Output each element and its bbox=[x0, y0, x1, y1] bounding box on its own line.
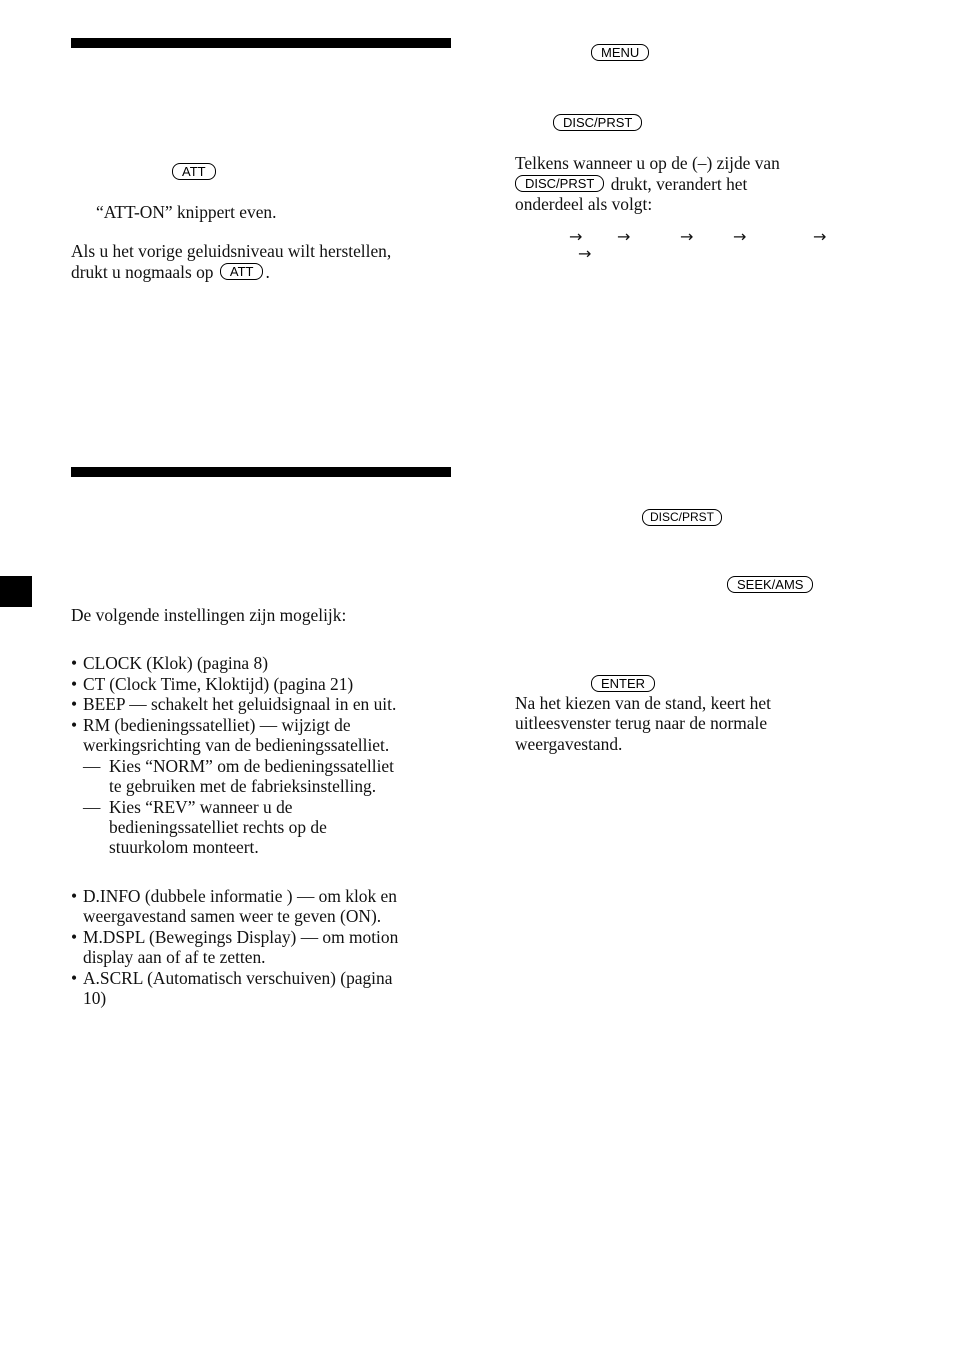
sequence-arrow-icon: → bbox=[569, 227, 583, 246]
telkens-line-2-text: drukt, verandert het bbox=[610, 174, 748, 194]
restore-line-2-suffix: . bbox=[265, 262, 270, 282]
telkens-line-2 bbox=[515, 174, 747, 195]
att-on-text: “ATT-ON” knippert even. bbox=[96, 202, 277, 222]
sequence-arrow-icon: → bbox=[578, 244, 592, 263]
page-tab-marker bbox=[0, 576, 32, 607]
sub-item-rev-line-3: stuurkolom monteert. bbox=[109, 837, 259, 857]
bullet-marker: • bbox=[71, 968, 78, 988]
att-button: ATT bbox=[172, 163, 216, 180]
section-rule-middle bbox=[71, 467, 451, 477]
bullet-mdspl-line-2: display aan of af te zetten. bbox=[83, 947, 266, 967]
enter-button: ENTER bbox=[591, 675, 655, 692]
bullet-dinfo-line-2: weergavestand samen weer te geven (ON). bbox=[83, 906, 382, 926]
bullet-mdspl-line-1: M.DSPL (Bewegings Display) — om motion bbox=[83, 927, 399, 947]
bullet-marker: • bbox=[71, 653, 78, 673]
att-button-inline: ATT bbox=[220, 263, 264, 280]
after-line-1: Na het kiezen van de stand, keert het bbox=[515, 693, 771, 713]
bullet-ct: CT (Clock Time, Kloktijd) (pagina 21) bbox=[83, 674, 354, 694]
bullet-marker: • bbox=[71, 927, 78, 947]
settings-intro: De volgende instellingen zijn mogelijk: bbox=[71, 605, 347, 625]
bullet-rm-line-2: werkingsrichting van de bedieningssatelliet. bbox=[83, 735, 390, 755]
bullet-beep: BEEP — schakelt het geluidsignaal in en uit. bbox=[83, 694, 397, 714]
telkens-line-1: Telkens wanneer u op de (–) zijde van bbox=[515, 153, 780, 173]
bullet-ascrl-line-1: A.SCRL (Automatisch verschuiven) (pagina bbox=[83, 968, 393, 988]
sub-item-norm-line-2: te gebruiken met de fabrieksinstelling. bbox=[109, 776, 377, 796]
bullet-clock: CLOCK (Klok) (pagina 8) bbox=[83, 653, 268, 673]
bullet-dinfo-line-1: D.INFO (dubbele informatie ) — om klok en bbox=[83, 886, 397, 906]
section-rule-top bbox=[71, 38, 451, 48]
sequence-arrow-icon: → bbox=[813, 227, 827, 246]
sub-item-rev-line-2: bedieningssatelliet rechts op de bbox=[109, 817, 327, 837]
sequence-arrow-icon: → bbox=[733, 227, 747, 246]
sequence-arrow-icon: → bbox=[617, 227, 631, 246]
disc-prst-button-inline: DISC/PRST bbox=[515, 175, 604, 192]
sub-item-rev-line-1: Kies “REV” wanneer u de bbox=[109, 797, 293, 817]
after-line-2: uitleesvenster terug naar de normale bbox=[515, 713, 768, 733]
restore-line-1: Als u het vorige geluidsniveau wilt herstellen, bbox=[71, 241, 392, 261]
bullet-ascrl-line-2: 10) bbox=[83, 988, 107, 1008]
sub-item-dash: — bbox=[83, 797, 101, 817]
bullet-marker: • bbox=[71, 886, 78, 906]
bullet-marker: • bbox=[71, 674, 78, 694]
seek-ams-button: SEEK/AMS bbox=[727, 576, 813, 593]
after-line-3: weergavestand. bbox=[515, 734, 623, 754]
telkens-line-3: onderdeel als volgt: bbox=[515, 194, 653, 214]
sequence-arrow-icon: → bbox=[680, 227, 694, 246]
bullet-marker: • bbox=[71, 694, 78, 714]
disc-prst-button-2: DISC/PRST bbox=[642, 509, 722, 526]
bullet-marker: • bbox=[71, 715, 78, 735]
sub-item-norm-line-1: Kies “NORM” om de bedieningssatelliet bbox=[109, 756, 394, 776]
menu-button: MENU bbox=[591, 44, 649, 61]
sub-item-dash: — bbox=[83, 756, 101, 776]
restore-line-2-text: drukt u nogmaals op bbox=[71, 262, 214, 282]
disc-prst-button: DISC/PRST bbox=[553, 114, 642, 131]
bullet-rm-line-1: RM (bedieningssatelliet) — wijzigt de bbox=[83, 715, 351, 735]
restore-line-2 bbox=[71, 262, 270, 283]
